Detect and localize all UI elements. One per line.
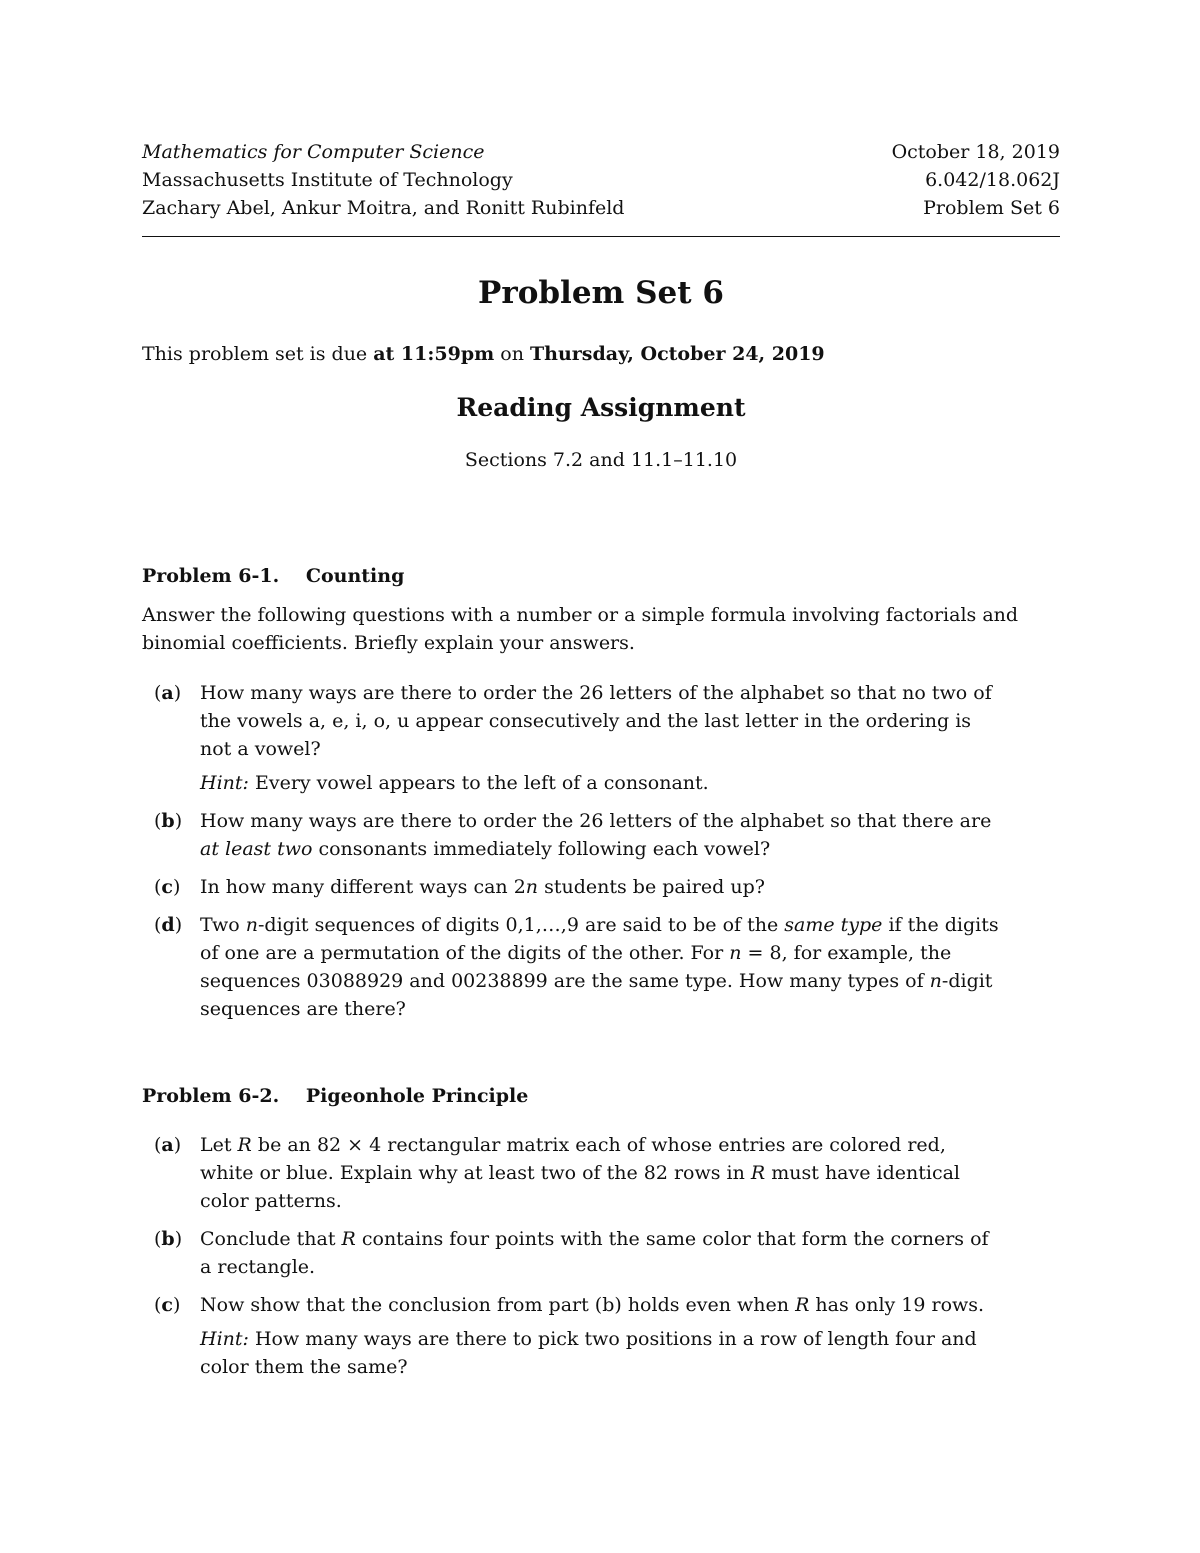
item-label: (a) [154, 682, 182, 705]
item-text: students be paired up? [544, 876, 765, 899]
problem-2-heading [142, 1083, 1060, 1109]
item-text: -digit sequences are there? [200, 970, 993, 1021]
document-page [142, 138, 1060, 1391]
item-text: consonants immediately following each vowel? [318, 838, 771, 861]
header-row-1 [142, 138, 1060, 166]
reading-sections: Sections 7.2 and 11.1–11.10 [464, 449, 738, 472]
hint-text: How many ways are there to pick two positions in a row of length four and color them the same? [200, 1328, 977, 1379]
due-date: Thursday, October 24, 2019 [530, 343, 825, 366]
reading-heading: Reading Assignment [456, 393, 746, 423]
problem-1-items [142, 679, 1060, 1023]
item-label: (d) [154, 914, 183, 937]
due-prefix: This problem set is due [142, 343, 368, 366]
item-text: How many ways are there to order the 26 letters of the alphabet so that there are [200, 810, 992, 833]
course-title: Mathematics for Computer Science [142, 141, 485, 163]
math-var: n [525, 876, 539, 899]
page-title: Problem Set 6 [478, 275, 724, 312]
item-hint [200, 1325, 1002, 1381]
math-var: R [750, 1162, 766, 1185]
authors: Zachary Abel, Ankur Moitra, and Ronitt Rubinfeld [142, 197, 625, 219]
item-text: In how many different ways can 2 [200, 876, 526, 899]
set-name: Problem Set 6 [923, 197, 1060, 219]
item-text: be an 82 × 4 rectangular matrix each of whose entries are colored red, white or blue. Explain why at least two of the 82 rows in [200, 1134, 946, 1185]
course-number: 6.042/18.062J [925, 169, 1060, 191]
problem-2-items [142, 1131, 1060, 1381]
item-text: -digit sequences of digits 0,1,…,9 are said to be of the [258, 914, 779, 937]
item-text: must have identical color patterns. [200, 1162, 961, 1213]
item-text: if the digits of one are a permutation of the digits of the other. For [200, 914, 999, 965]
problem-1-item-c [142, 873, 1002, 901]
problem-1-intro: Answer the following questions with a number or a simple formula involving factorials and binomial coefficients. Briefly explain your answers. [142, 604, 1019, 655]
problem-1-name: Counting [305, 565, 405, 588]
problem-2-item-b [142, 1225, 1002, 1281]
hint-label: Hint: [200, 772, 249, 795]
math-var: R [237, 1134, 252, 1157]
item-hint [200, 769, 1002, 797]
item-text: has only 19 rows. [815, 1294, 985, 1317]
problem-2-item-a [142, 1131, 1002, 1215]
item-text: Let [200, 1134, 232, 1157]
item-text: Now show that the conclusion from part (b) holds even when [200, 1294, 790, 1317]
item-text: = 8, for example, the sequences 03088929 and 00238899 are the same type. How many types of [200, 942, 952, 993]
problem-2-name: Pigeonhole Principle [305, 1085, 529, 1108]
date: October 18, 2019 [891, 141, 1060, 163]
item-text: Two [200, 914, 240, 937]
problem-2-number: Problem 6-2. [142, 1085, 280, 1108]
institution: Massachusetts Institute of Technology [142, 169, 513, 191]
item-label: (b) [154, 1228, 183, 1251]
problem-1-heading [142, 563, 1060, 589]
item-emphasis: same type [784, 914, 883, 937]
problem-1-item-a [142, 679, 1002, 797]
hint-text: Every vowel appears to the left of a consonant. [254, 772, 709, 795]
math-var: n [929, 970, 942, 993]
problem-1-item-d [142, 911, 1002, 1023]
header-row-3 [142, 194, 1060, 222]
header-rule [142, 236, 1060, 237]
math-var: n [729, 942, 742, 965]
item-text: Conclude that [200, 1228, 336, 1251]
math-var: R [341, 1228, 356, 1251]
header-row-2 [142, 166, 1060, 194]
problem-1-number: Problem 6-1. [142, 565, 280, 588]
due-mid: on [500, 343, 524, 366]
due-line [142, 341, 1060, 367]
item-text: How many ways are there to order the 26 letters of the alphabet so that no two of the vowels a, e, i, o, u appear consecutively and the last letter in the ordering is not a vowel? [200, 682, 992, 761]
hint-label: Hint: [200, 1328, 249, 1351]
math-var: n [245, 914, 258, 937]
item-text: contains four points with the same color that form the corners of a rectangle. [200, 1228, 989, 1279]
math-var: R [795, 1294, 810, 1317]
due-time: at 11:59pm [373, 343, 495, 366]
problem-1-item-b [142, 807, 1002, 863]
item-label: (b) [154, 810, 183, 833]
item-label: (a) [154, 1134, 182, 1157]
problem-2-item-c [142, 1291, 1002, 1381]
item-label: (c) [154, 876, 181, 899]
item-label: (c) [154, 1294, 181, 1317]
item-emphasis: at least two [200, 838, 313, 861]
